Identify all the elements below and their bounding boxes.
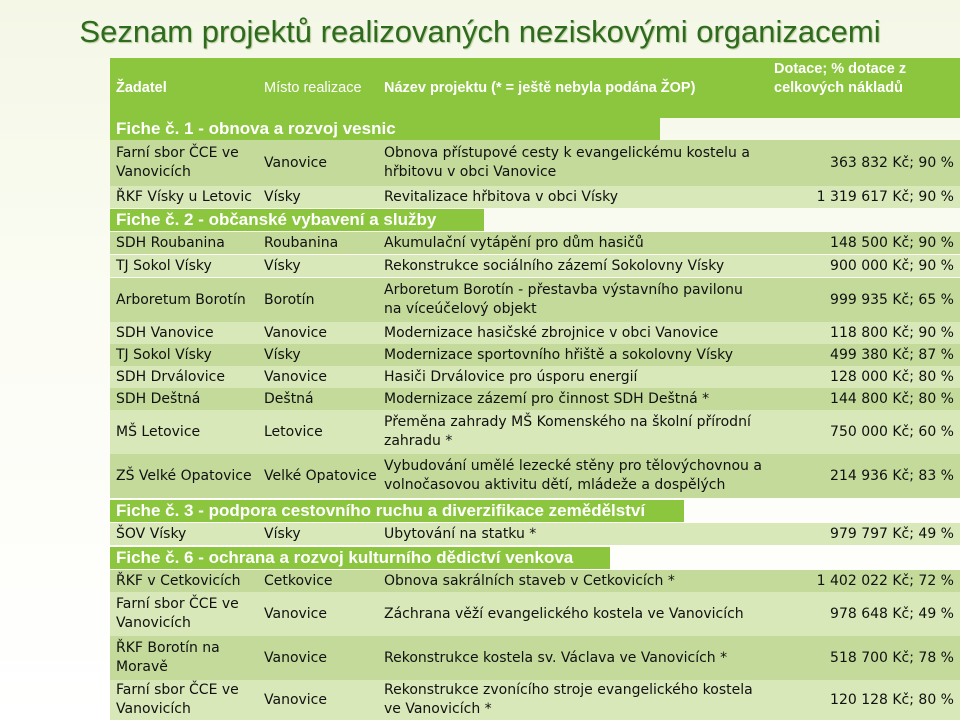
cell-project: Modernizace hasičské zbrojnice v obci Vanovice — [384, 324, 719, 341]
header-place: Místo realizace — [264, 79, 362, 96]
table-row — [110, 278, 960, 322]
cell-place: Vísky — [264, 525, 301, 542]
cell-applicant: SDH Deštná — [116, 390, 201, 407]
cell-project: Hasiči Drválovice pro úsporu energií — [384, 368, 638, 385]
table-row — [110, 592, 960, 636]
table-row — [110, 570, 960, 592]
cell-project: Arboretum Borotín - přestavba výstavního pavilonu na víceúčelový objekt — [384, 282, 743, 317]
cell-place: Letovice — [264, 423, 323, 440]
cell-project: Akumulační vytápění pro dům hasičů — [384, 234, 644, 251]
cell-applicant: Farní sbor ČCE ve Vanovicích — [116, 682, 239, 717]
cell-place: Cetkovice — [264, 572, 333, 589]
section-heading: Fiche č. 6 - ochrana a rozvoj kulturního dědictví venkova — [110, 547, 610, 569]
cell-project: Rekonstrukce zvonícího stroje evangelického kostela ve Vanovicích * — [384, 682, 753, 717]
cell-applicant: ŘKF Vísky u Letovic — [116, 188, 252, 205]
table-row — [110, 410, 960, 454]
cell-subsidy: 750 000 Kč; 60 % — [830, 423, 954, 440]
table-row — [110, 388, 960, 410]
cell-place: Vísky — [264, 346, 301, 363]
table-row — [110, 140, 960, 186]
cell-project: Ubytování na statku * — [384, 525, 537, 542]
table-row — [110, 636, 960, 680]
cell-place: Vanovice — [264, 649, 327, 666]
cell-place: Borotín — [264, 291, 315, 308]
cell-project: Modernizace sportovního hřiště a sokolovny Vísky — [384, 346, 734, 363]
table-row — [110, 232, 960, 254]
cell-project: Obnova sakrálních staveb v Cetkovicích * — [384, 572, 675, 589]
cell-applicant: TJ Sokol Vísky — [116, 257, 212, 274]
table-header — [110, 58, 960, 118]
cell-place: Vanovice — [264, 154, 327, 171]
cell-project: Záchrana věží evangelického kostela ve Vanovicích — [384, 605, 744, 622]
section-heading: Fiche č. 1 - obnova a rozvoj vesnic — [110, 118, 660, 140]
table-row — [110, 454, 960, 498]
cell-subsidy: 999 935 Kč; 65 % — [830, 291, 954, 308]
cell-place: Vísky — [264, 188, 301, 205]
cell-subsidy: 499 380 Kč; 87 % — [830, 346, 954, 363]
cell-project: Revitalizace hřbitova v obci Vísky — [384, 188, 619, 205]
cell-subsidy: 979 797 Kč; 49 % — [830, 525, 954, 542]
cell-subsidy: 144 800 Kč; 80 % — [830, 390, 954, 407]
cell-applicant: SDH Roubanina — [116, 234, 225, 251]
table-row — [110, 186, 960, 208]
cell-subsidy: 214 936 Kč; 83 % — [830, 467, 954, 484]
cell-place: Vanovice — [264, 691, 327, 708]
cell-place: Vanovice — [264, 368, 327, 385]
cell-applicant: ŘKF v Cetkovicích — [116, 572, 241, 589]
cell-subsidy: 363 832 Kč; 90 % — [830, 154, 954, 171]
cell-subsidy: 1 402 022 Kč; 72 % — [816, 572, 954, 589]
cell-subsidy: 148 500 Kč; 90 % — [830, 234, 954, 251]
cell-applicant: TJ Sokol Vísky — [116, 346, 212, 363]
section-heading: Fiche č. 2 - občanské vybavení a služby — [110, 209, 484, 231]
cell-applicant: MŠ Letovice — [116, 423, 201, 440]
cell-applicant: ZŠ Velké Opatovice — [116, 467, 252, 484]
header-subsidy: Dotace; % dotace z celkových nákladů — [774, 61, 907, 96]
cell-subsidy: 120 128 Kč; 80 % — [830, 691, 954, 708]
cell-subsidy: 900 000 Kč; 90 % — [830, 257, 954, 274]
cell-applicant: Arboretum Borotín — [116, 291, 246, 308]
table-row — [110, 322, 960, 344]
cell-subsidy: 978 648 Kč; 49 % — [830, 605, 954, 622]
cell-subsidy: 128 000 Kč; 80 % — [830, 368, 954, 385]
cell-applicant: ŠOV Vísky — [116, 525, 187, 542]
cell-project: Rekonstrukce sociálního zázemí Sokolovny Vísky — [384, 257, 725, 274]
cell-place: Vanovice — [264, 324, 327, 341]
table-row — [110, 366, 960, 388]
cell-subsidy: 518 700 Kč; 78 % — [830, 649, 954, 666]
header-project: Název projektu (* = ještě nebyla podána ŽOP) — [384, 79, 696, 96]
cell-project: Přeměna zahrady MŠ Komenského na školní přírodní zahradu * — [384, 414, 751, 449]
header-applicant: Žadatel — [116, 79, 167, 96]
table-row — [110, 680, 960, 720]
cell-place: Roubanina — [264, 234, 339, 251]
cell-place: Deštná — [264, 390, 314, 407]
table-row — [110, 523, 960, 545]
table-row — [110, 344, 960, 366]
cell-applicant: Farní sbor ČCE ve Vanovicích — [116, 596, 239, 631]
page-title: Seznam projektů realizovaných neziskovými organizacemi — [79, 14, 881, 49]
cell-applicant: SDH Drválovice — [116, 368, 225, 385]
cell-project: Rekonstrukce kostela sv. Václava ve Vanovicích * — [384, 649, 728, 666]
cell-subsidy: 118 800 Kč; 90 % — [830, 324, 954, 341]
cell-project: Obnova přístupové cesty k evangelickému kostelu a hřbitovu v obci Vanovice — [384, 145, 750, 180]
cell-subsidy: 1 319 617 Kč; 90 % — [816, 188, 954, 205]
cell-place: Vanovice — [264, 605, 327, 622]
cell-project: Vybudování umělé lezecké stěny pro tělovýchovnou a volnočasovou aktivitu dětí, mládeže a dospělých — [384, 458, 762, 493]
cell-project: Modernizace zázemí pro činnost SDH Deštná * — [384, 390, 710, 407]
cell-place: Velké Opatovice — [264, 467, 377, 484]
cell-applicant: ŘKF Borotín na Moravě — [116, 640, 220, 675]
cell-applicant: SDH Vanovice — [116, 324, 214, 341]
section-heading: Fiche č. 3 - podpora cestovního ruchu a diverzifikace zemědělství — [110, 500, 684, 522]
cell-place: Vísky — [264, 257, 301, 274]
table-row — [110, 255, 960, 277]
cell-applicant: Farní sbor ČCE ve Vanovicích — [116, 145, 239, 180]
